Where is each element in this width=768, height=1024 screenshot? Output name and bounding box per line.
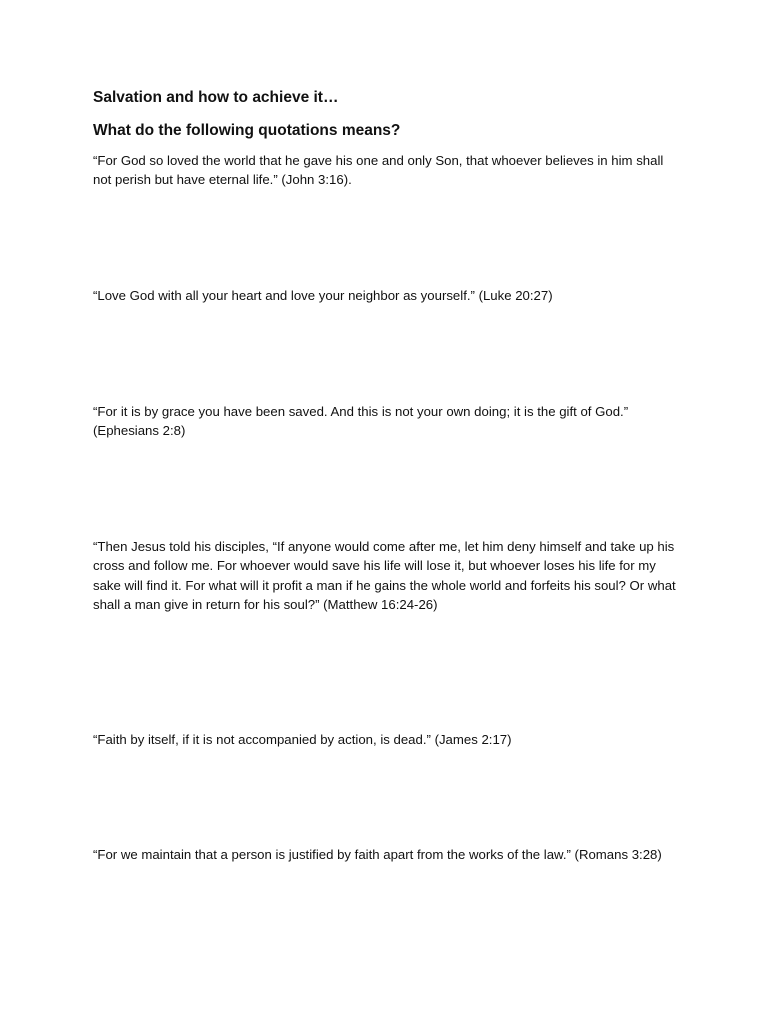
quote-ephesians-2-8: “For it is by grace you have been saved. And this is not your own doing; it is the gift of God.” (Ephesians 2:8) bbox=[93, 404, 629, 439]
quote-romans-3-28: “For we maintain that a person is justified by faith apart from the works of the law.” (Romans 3:28) bbox=[93, 847, 662, 862]
document-title: Salvation and how to achieve it… bbox=[93, 89, 339, 106]
quote-luke-20-27: “Love God with all your heart and love your neighbor as yourself.” (Luke 20:27) bbox=[93, 288, 553, 303]
quote-john-3-16: “For God so loved the world that he gave his one and only Son, that whoever believes in him shall not perish but have eternal life.” (John 3:16). bbox=[93, 153, 664, 188]
quote-matthew-16-24-26: “Then Jesus told his disciples, “If anyone would come after me, let him deny himself and take up his cross and follow me. For whoever would save his life will lose it, but whoever loses his life for my sake will find it. For what will it profit a man if he gains the whole world and forfeits his soul? Or what shall a man give in return for his soul?” (Matthew 16:24-26) bbox=[93, 539, 676, 613]
document-question: What do the following quotations means? bbox=[93, 122, 401, 139]
quote-james-2-17: “Faith by itself, if it is not accompanied by action, is dead.” (James 2:17) bbox=[93, 732, 512, 747]
